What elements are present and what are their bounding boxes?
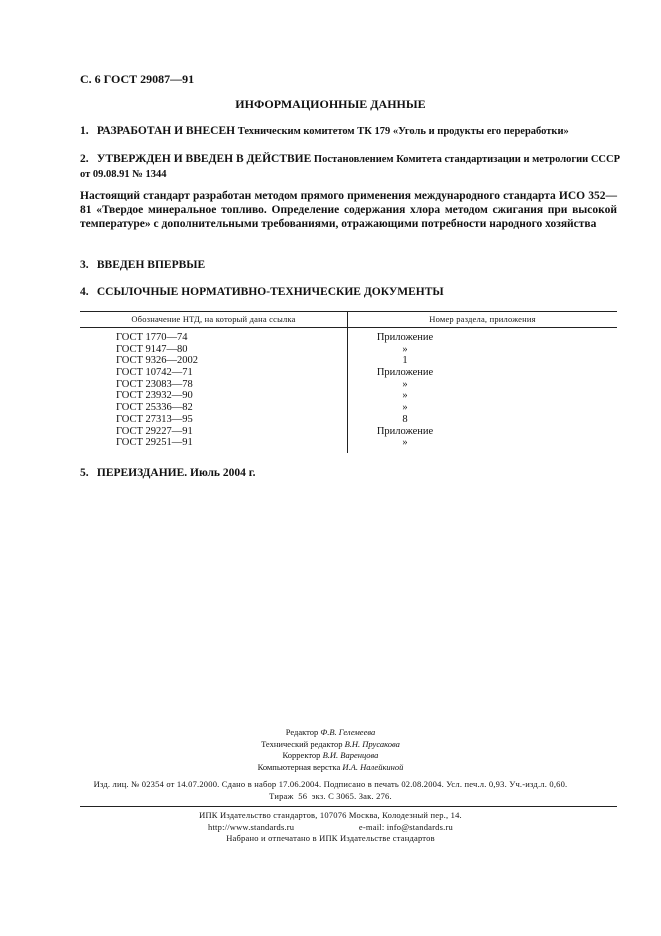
item-5 <box>80 466 620 481</box>
table-cell: Приложение <box>376 332 434 343</box>
table-cell: ГОСТ 9326—2002 <box>116 355 199 367</box>
item-3 <box>80 258 620 273</box>
credit-name: В.И. Варенцова <box>322 750 379 760</box>
publisher-website: http://www.standards.ru <box>208 821 295 832</box>
credit-line <box>0 739 661 751</box>
credit-line <box>0 727 661 739</box>
credit-role: Редактор <box>285 727 319 737</box>
credit-line <box>0 750 661 762</box>
table-cell: Приложение <box>376 367 434 379</box>
item-2 <box>80 152 620 182</box>
standard-description: Настоящий стандарт разработан методом прямого применения международного стандарта ИСО 352—81 «Твердое минеральное топливо. Определение содержания хлора методом сжигания при высокой температуре» с дополнительными требованиями, отражающими потребности народного хозяйства <box>80 190 617 230</box>
credit-role: Компьютерная верстка <box>257 761 341 772</box>
item-4 <box>80 285 620 300</box>
item-text: Июль 2004 г. <box>187 467 256 479</box>
table-cell: » <box>402 378 408 390</box>
publisher-contacts <box>0 822 661 834</box>
table-cell: ГОСТ 10742—71 <box>116 367 193 379</box>
table-cell: ГОСТ 27313—95 <box>116 413 193 425</box>
item-text: Постановлением Комитета стандартизации и метрологии СССР от 09.08.91 № 1344 <box>80 154 620 180</box>
publishing-details <box>0 779 661 802</box>
table-cell: 8 <box>402 413 408 425</box>
item-lead: УТВЕРЖДЕН И ВВЕДЕН В ДЕЙСТВИЕ <box>96 153 312 165</box>
page-header: С. 6 ГОСТ 29087—91 <box>80 72 195 86</box>
table-cell: » <box>402 390 408 402</box>
document-title: ИНФОРМАЦИОННЫЕ ДАННЫЕ <box>235 97 426 111</box>
table-header-sections: Номер раздела, приложения <box>429 314 536 324</box>
table-top-rule <box>80 311 617 312</box>
item-number: 3. <box>80 259 89 271</box>
publisher-imprint <box>0 810 661 845</box>
table-cell: ГОСТ 23083—78 <box>116 378 193 390</box>
table-cell: ГОСТ 23932—90 <box>116 390 193 402</box>
table-cell: ГОСТ 29227—91 <box>116 425 193 437</box>
table-cell: ГОСТ 9147—80 <box>116 343 188 355</box>
table-cell: ГОСТ 29251—91 <box>116 437 193 449</box>
publisher-address: ИПК Издательство стандартов, 107076 Москва, Колодезный пер., 14. <box>199 810 462 820</box>
table-cell: » <box>402 402 408 414</box>
table-cell: » <box>402 437 408 449</box>
table-column-sections <box>340 332 470 449</box>
publisher-email: e-mail: info@standards.ru <box>358 821 453 832</box>
item-number: 5. <box>80 467 89 479</box>
table-cell: ГОСТ 1770—74 <box>116 332 188 343</box>
table-column-documents <box>116 332 198 449</box>
editorial-credits <box>0 727 661 773</box>
table-cell: Приложение <box>376 425 434 437</box>
item-lead: ССЫЛОЧНЫЕ НОРМАТИВНО-ТЕХНИЧЕСКИЕ ДОКУМЕНТЫ <box>96 286 444 298</box>
item-lead: ПЕРЕИЗДАНИЕ. <box>96 467 188 479</box>
printing-note: Набрано и отпечатано в ИПК Издательстве стандартов <box>226 833 435 843</box>
item-1 <box>80 124 620 139</box>
table-cell: » <box>402 343 408 355</box>
item-lead: ВВЕДЕН ВПЕРВЫЕ <box>96 259 206 271</box>
credit-name: Ф.В. Гелемеева <box>320 727 376 737</box>
item-number: 4. <box>80 286 89 298</box>
item-lead: РАЗРАБОТАН И ВНЕСЕН <box>96 125 236 137</box>
credit-line <box>0 762 661 774</box>
table-cell: ГОСТ 25336—82 <box>116 402 193 414</box>
item-number: 1. <box>80 125 89 137</box>
table-cell: 1 <box>402 355 408 367</box>
imprint-rule <box>80 806 617 807</box>
credit-role: Технический редактор <box>261 738 343 749</box>
credit-name: И.А. Налейкиной <box>342 761 404 772</box>
credit-role: Корректор <box>282 750 321 760</box>
table-header-documents: Обозначение НТД, на который дана ссылка <box>131 314 296 324</box>
item-number: 2. <box>80 153 89 165</box>
table-header-rule <box>80 327 617 328</box>
item-text: Техническим комитетом ТК 179 «Уголь и продукты его переработки» <box>235 126 569 137</box>
publishing-line: Изд. лиц. № 02354 от 14.07.2000. Сдано в набор 17.06.2004. Подписано в печать 02.08.2004. Усл. печ.л. 0,93. Уч.-изд.л. 0,60. <box>93 779 568 789</box>
credit-name: В.Н. Прусакова <box>344 738 400 749</box>
print-run-line: Тираж 56 экз. С 3065. Зак. 276. <box>269 790 392 801</box>
